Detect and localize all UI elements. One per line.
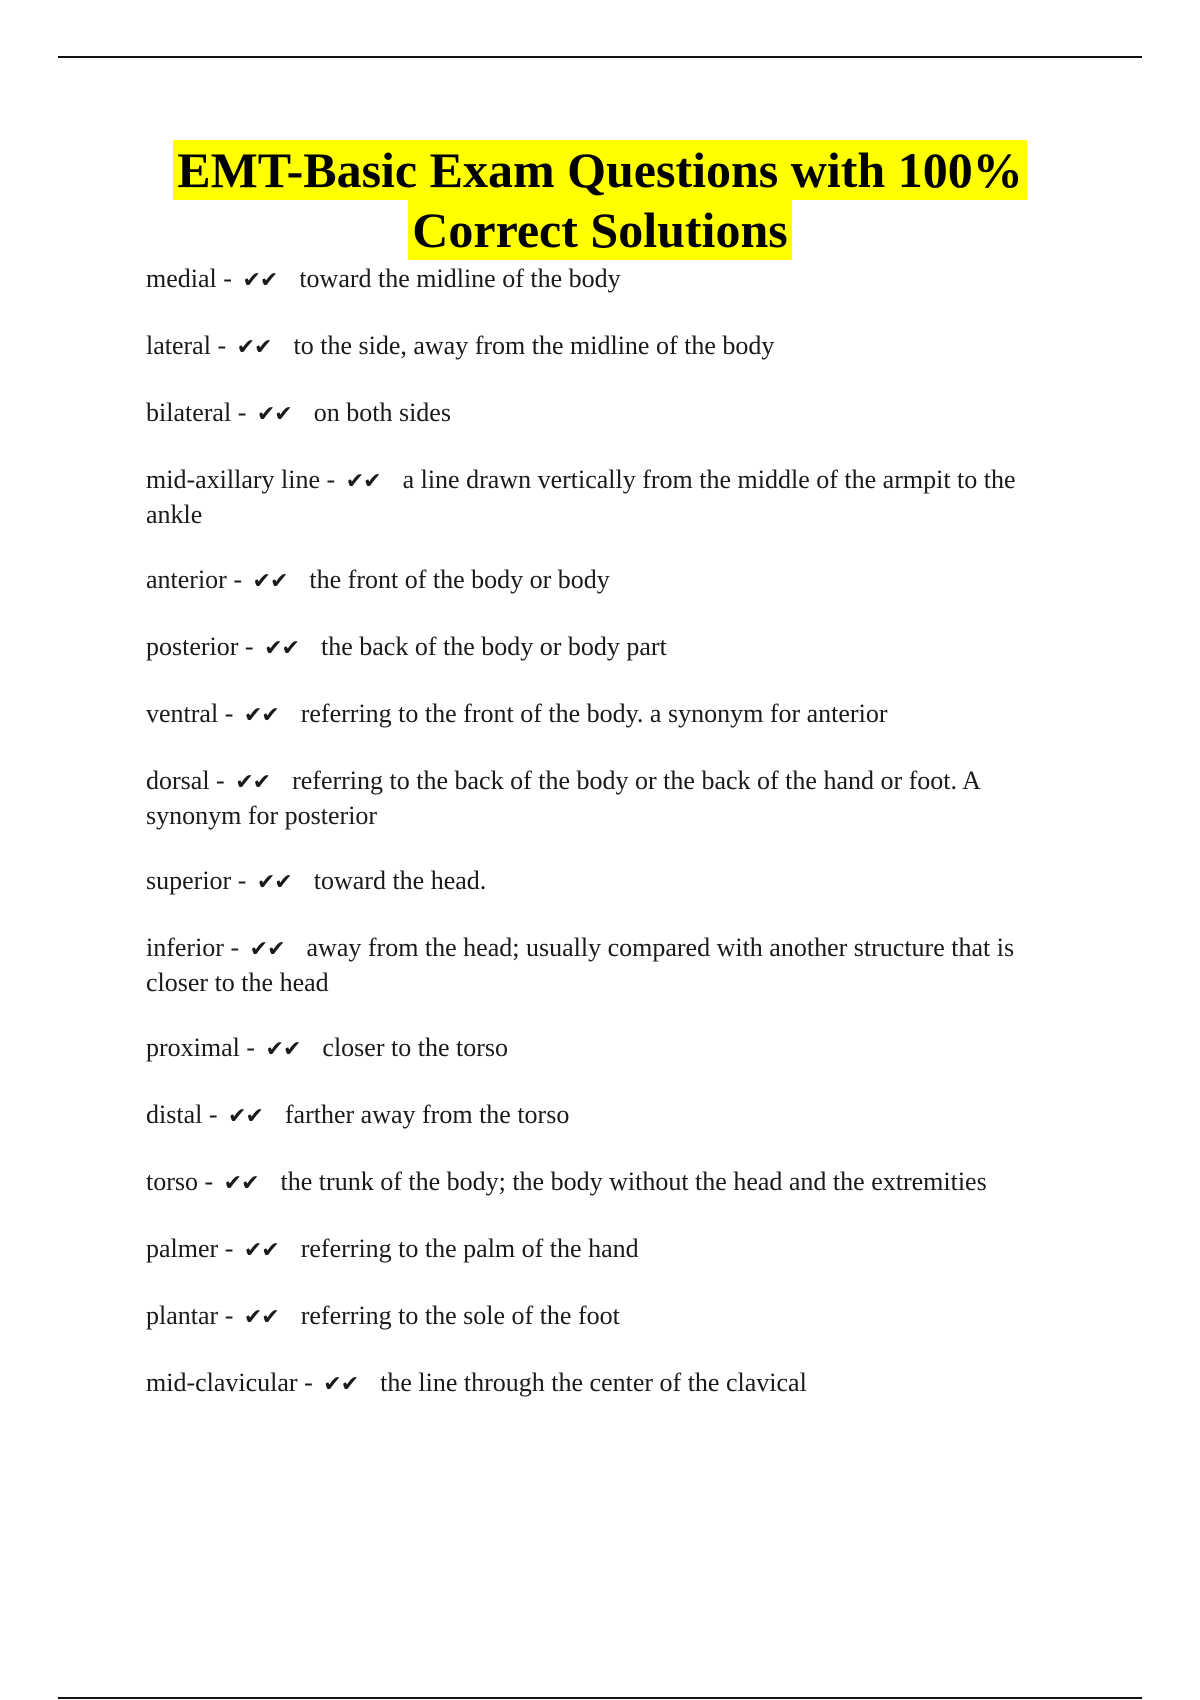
- term-entry: [146, 1098, 1066, 1133]
- check-icon: ✔✔: [256, 402, 292, 427]
- term-name: posterior: [146, 632, 239, 661]
- term-separator: -: [244, 632, 254, 661]
- term-separator: -: [326, 465, 336, 494]
- term-definition: the front of the body or body: [309, 565, 610, 594]
- check-icon: ✔✔: [228, 1104, 263, 1129]
- term-definition: referring to the front of the body. a synonym for anterior: [300, 699, 888, 728]
- title-line-2: Correct Solutions: [408, 200, 791, 260]
- term-separator: -: [224, 1301, 234, 1330]
- term-definition: toward the midline of the body: [299, 264, 621, 293]
- term-definition: farther away from the torso: [284, 1100, 570, 1129]
- check-icon: ✔✔: [235, 770, 271, 795]
- term-definition: the trunk of the body; the body without the head and the extremities: [280, 1167, 987, 1196]
- term-name: inferior: [146, 933, 224, 962]
- term-name: bilateral: [146, 398, 232, 427]
- check-icon: ✔✔: [236, 335, 272, 360]
- term-separator: -: [208, 1100, 218, 1129]
- check-icon: ✔✔: [243, 1305, 279, 1330]
- bottom-rule: [58, 1697, 1142, 1699]
- check-icon: ✔✔: [323, 1372, 359, 1397]
- term-entry: [146, 1299, 1066, 1334]
- term-name: mid-axillary line: [146, 465, 321, 494]
- term-name: ventral: [146, 699, 219, 728]
- term-definition: a line drawn vertically from the middle of the armpit to the ankle: [146, 465, 1016, 529]
- check-icon: ✔✔: [243, 703, 279, 728]
- check-icon: ✔✔: [345, 469, 381, 494]
- term-entry: [146, 764, 1066, 832]
- term-name: plantar: [146, 1301, 219, 1330]
- check-icon: ✔✔: [265, 1037, 301, 1062]
- term-definition: toward the head.: [313, 866, 487, 895]
- check-icon: ✔✔: [256, 870, 292, 895]
- term-entry: [146, 1232, 1066, 1267]
- term-separator: -: [233, 565, 243, 594]
- term-definition: referring to the palm of the hand: [300, 1234, 639, 1263]
- term-name: proximal: [146, 1033, 240, 1062]
- top-rule: [58, 56, 1142, 58]
- term-separator: -: [204, 1167, 214, 1196]
- term-name: distal: [146, 1100, 203, 1129]
- page-title: [0, 140, 1200, 260]
- term-list: [146, 262, 1066, 1433]
- term-definition: the back of the body or body part: [320, 632, 667, 661]
- title-line-1: EMT-Basic Exam Questions with 100%: [173, 140, 1026, 200]
- term-separator: -: [217, 331, 227, 360]
- term-entry: [146, 931, 1066, 999]
- term-entry: [146, 1366, 1066, 1401]
- term-separator: -: [230, 933, 240, 962]
- term-separator: -: [216, 766, 225, 795]
- term-separator: -: [237, 866, 247, 895]
- term-definition: to the side, away from the midline of the body: [293, 331, 775, 360]
- term-name: lateral: [146, 331, 211, 360]
- term-name: dorsal: [146, 766, 210, 795]
- check-icon: ✔✔: [242, 268, 278, 293]
- term-separator: -: [224, 1234, 234, 1263]
- term-definition: on both sides: [313, 398, 451, 427]
- term-separator: -: [223, 264, 232, 293]
- term-entry: [146, 630, 1066, 665]
- term-definition: referring to the back of the body or the back of the hand or foot. A synonym for posterior: [146, 766, 980, 830]
- check-icon: ✔✔: [243, 1238, 279, 1263]
- term-entry: [146, 463, 1066, 531]
- term-entry: [146, 1031, 1066, 1066]
- term-name: torso: [146, 1167, 198, 1196]
- check-icon: ✔✔: [264, 636, 299, 661]
- term-name: mid-clavicular: [146, 1368, 298, 1397]
- check-icon: ✔✔: [249, 937, 285, 962]
- term-entry: [146, 563, 1066, 598]
- term-name: superior: [146, 866, 232, 895]
- term-separator: -: [237, 398, 247, 427]
- term-entry: [146, 396, 1066, 431]
- term-separator: -: [304, 1368, 313, 1397]
- term-definition: away from the head; usually compared with another structure that is closer to the head: [146, 933, 1015, 997]
- term-definition: closer to the torso: [322, 1033, 508, 1062]
- term-entry: [146, 864, 1066, 899]
- term-separator: -: [246, 1033, 256, 1062]
- term-definition: the line through the center of the clavical: [380, 1368, 807, 1397]
- term-entry: [146, 1165, 1066, 1200]
- term-name: anterior: [146, 565, 227, 594]
- check-icon: ✔✔: [252, 569, 288, 594]
- term-entry: [146, 262, 1066, 297]
- term-definition: referring to the sole of the foot: [300, 1301, 620, 1330]
- term-name: palmer: [146, 1234, 219, 1263]
- term-name: medial: [146, 264, 217, 293]
- term-entry: [146, 697, 1066, 732]
- term-entry: [146, 329, 1066, 364]
- check-icon: ✔✔: [223, 1171, 259, 1196]
- term-separator: -: [224, 699, 234, 728]
